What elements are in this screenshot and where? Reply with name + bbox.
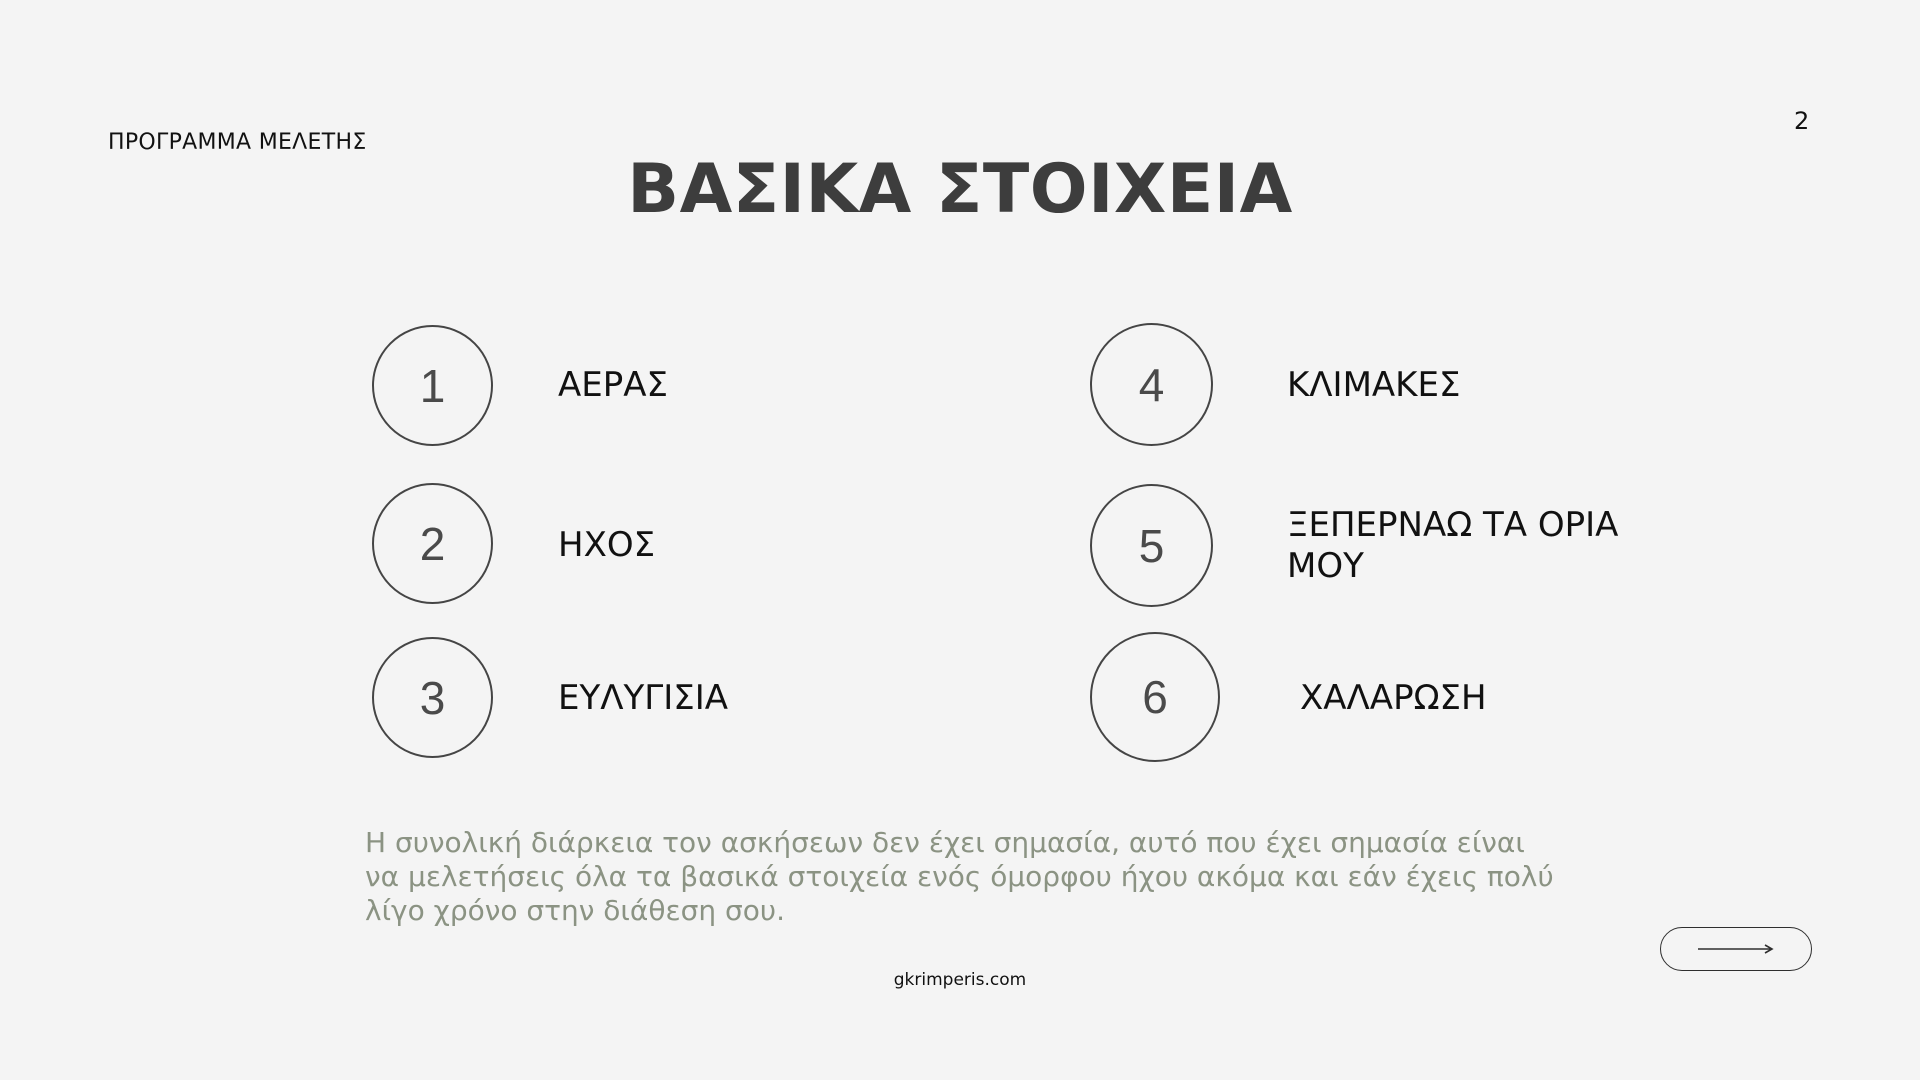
item-number-circle: 2 xyxy=(372,483,493,604)
item-number-circle: 3 xyxy=(372,637,493,758)
item-label: ΕΥΛΥΓΙΣΙΑ xyxy=(558,678,729,718)
next-button[interactable] xyxy=(1660,927,1812,971)
item-label: ΞΕΠΕΡΝΑΩ ΤΑ ΟΡΙΑ ΜΟΥ xyxy=(1287,505,1619,586)
item-label: ΗΧΟΣ xyxy=(558,525,656,565)
section-kicker: ΠΡΟΓΡΑΜΜΑ ΜΕΛΕΤΗΣ xyxy=(108,130,367,155)
item-number-circle: 5 xyxy=(1090,484,1213,607)
item-label: ΚΛΙΜΑΚΕΣ xyxy=(1287,365,1461,405)
item-number-circle: 4 xyxy=(1090,323,1213,446)
item-number-circle: 1 xyxy=(372,325,493,446)
arrow-right-icon xyxy=(1696,943,1776,955)
page-number: 2 xyxy=(1794,107,1810,135)
item-label: ΑΕΡΑΣ xyxy=(558,365,668,405)
footer-website: gkrimperis.com xyxy=(893,970,1027,990)
item-number-circle: 6 xyxy=(1090,632,1220,762)
page-title: ΒΑΣΙΚΑ ΣΤΟΙΧΕΙΑ xyxy=(627,150,1293,229)
item-label: ΧΑΛΑΡΩΣΗ xyxy=(1300,678,1487,718)
note-paragraph: Η συνολική διάρκεια τον ασκήσεων δεν έχει σημασία, αυτό που έχει σημασία είναι να μελετήσεις όλα τα βασικά στοιχεία ενός όμορφου ήχου ακόμα και εάν έχεις πολύ λίγο χρόνο στην διάθεση σου. xyxy=(365,826,1554,927)
